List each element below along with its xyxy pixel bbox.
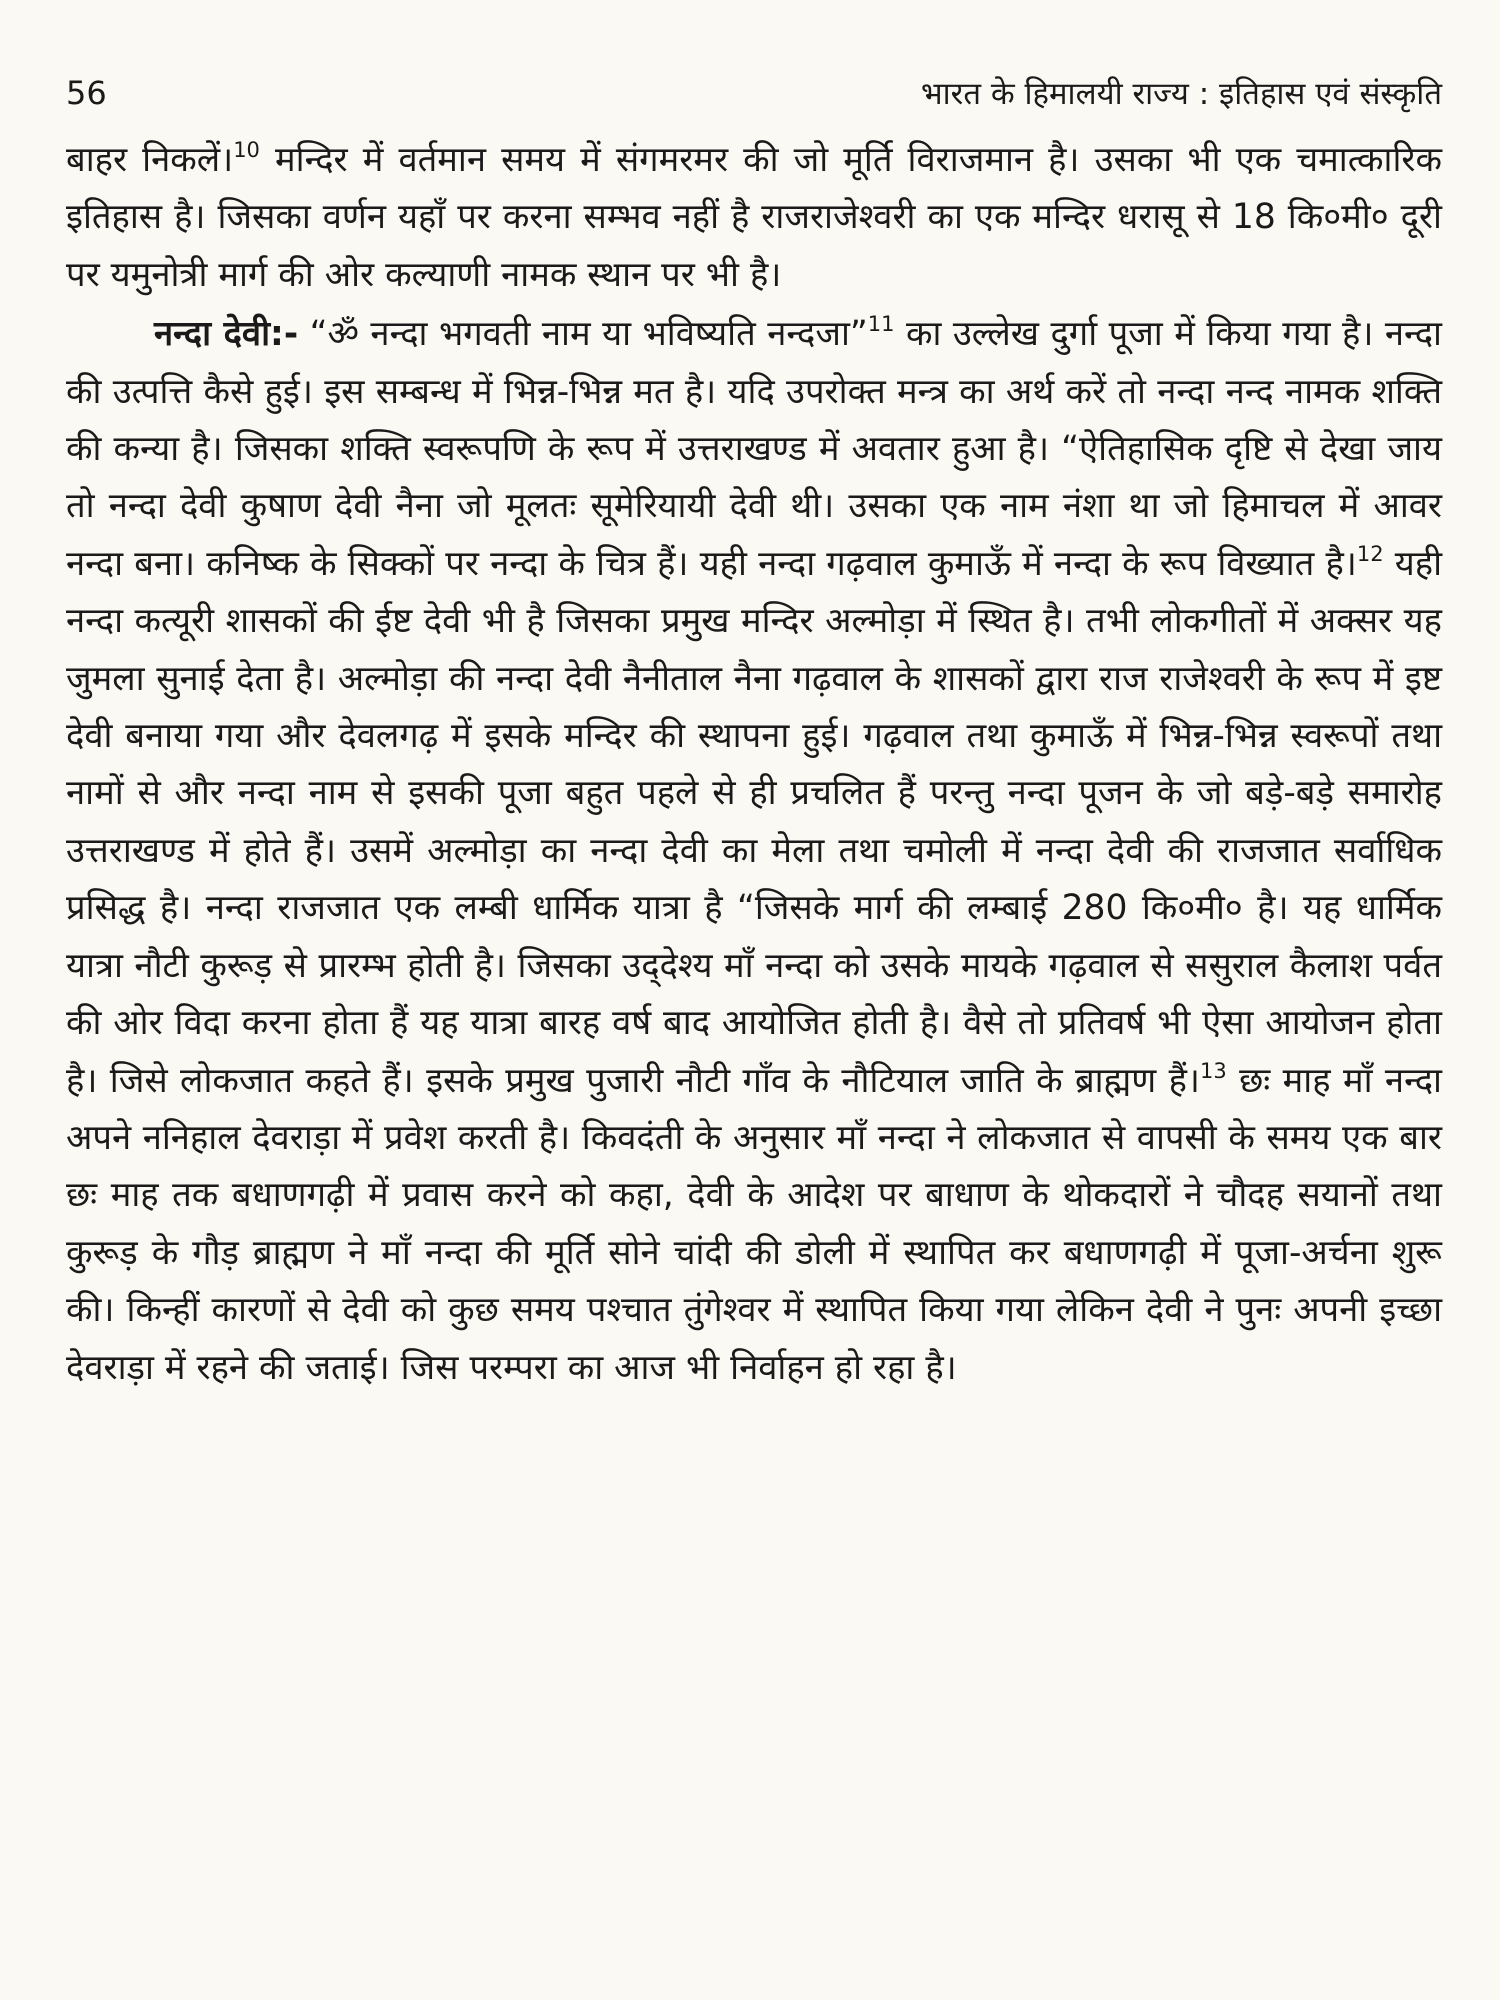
running-title: भारत के हिमालयी राज्य : इतिहास एवं संस्कृति xyxy=(920,76,1442,112)
paragraph-2-text-d: छः माह माँ नन्दा अपने ननिहाल देवराड़ा में प्रवेश करती है। किवदंती के अनुसार माँ नन्दा ने लोकजात से वापसी के समय एक बार छः माह तक बधाणगढ़ी में प्रवास करने को कहा, देवी के आदेश पर बाधाण के थोकदारों ने चौदह सयानों तथा कुरूड़ के गौड़ ब्राह्मण ने माँ नन्दा की मूर्ति सोने चांदी की डोली में स्थापित कर बधाणगढ़ी में पूजा-अर्चना शुरू की। किन्हीं कारणों से देवी को कुछ समय पश्चात तुंगेश्वर में स्थापित किया गया लेकिन देवी ने पुनः अपनी इच्छा देवराड़ा में रहने की जताई। जिस परम्परा का आज भी निर्वाहन हो रहा है। xyxy=(66,1060,1442,1388)
paragraph-1 xyxy=(66,132,1442,304)
page-number: 56 xyxy=(66,74,107,112)
paragraph-1-text-b: मन्दिर में वर्तमान समय में संगमरमर की जो मूर्ति विराजमान है। उसका भी एक चमात्कारिक इतिहास है। जिसका वर्णन यहाँ पर करना सम्भव नहीं है राजराजेश्वरी का एक मन्दिर धरासू से 18 कि०मी० दूरी पर यमुनोत्री मार्ग की ओर कल्याणी नामक स्थान पर भी है। xyxy=(66,140,1442,295)
footnote-ref-10: 10 xyxy=(233,138,260,162)
section-lead-nanda-devi: नन्दा देवी:- xyxy=(154,314,299,355)
footnote-ref-13: 13 xyxy=(1199,1058,1227,1083)
paragraph-1-text-a: बाहर निकलें। xyxy=(66,140,234,180)
paragraph-2-text-a: “ॐ नन्दा भगवती नाम या भविष्यति नन्दजा” xyxy=(298,314,868,355)
paragraph-2 xyxy=(66,306,1442,1397)
footnote-ref-12: 12 xyxy=(1356,541,1384,566)
footnote-ref-11: 11 xyxy=(867,312,895,337)
paragraph-2-text-b: का उल्लेख दुर्गा पूजा में किया गया है। नन्दा की उत्पत्ति कैसे हुई। इस सम्बन्ध में भिन्न-भिन्न मत है। यदि उपरोक्त मन्त्र का अर्थ करें तो नन्दा नन्द नामक शक्ति की कन्या है। जिसका शक्ति स्वरूपणि के रूप में उत्तराखण्ड में अवतार हुआ है। “ऐतिहासिक दृष्टि से देखा जाय तो नन्दा देवी कुषाण देवी नैना जो मूलतः सूमेरियायी देवी थी। उसका एक नाम नंशा था जो हिमाचल में आवर नन्दा बना। कनिष्क के सिक्कों पर नन्दा के चित्र हैं। यही नन्दा गढ़वाल कुमाऊँ में नन्दा के रूप विख्यात है। xyxy=(66,314,1442,584)
page-header xyxy=(66,72,1442,132)
paragraph-2-text-c: यही नन्दा कत्यूरी शासकों की ईष्ट देवी भी है जिसका प्रमुख मन्दिर अल्मोड़ा में स्थित है। तभी लोकगीतों में अक्सर यह जुमला सुनाई देता है। अल्मोड़ा की नन्दा देवी नैनीताल नैना गढ़वाल के शासकों द्वारा राज राजेश्वरी के रूप में इष्ट देवी बनाया गया और देवलगढ़ में इसके मन्दिर की स्थापना हुई। गढ़वाल तथा कुमाऊँ में भिन्न-भिन्न स्वरूपों तथा नामों से और नन्दा नाम से इसकी पूजा बहुत पहले से ही प्रचलित हैं परन्तु नन्दा पूजन के जो बड़े-बड़े समारोह उत्तराखण्ड में होते हैं। उसमें अल्मोड़ा का नन्दा देवी का मेला तथा चमोली में नन्दा देवी की राजजात सर्वाधिक प्रसिद्ध है। नन्दा राजजात एक लम्बी धार्मिक यात्रा है “जिसके मार्ग की लम्बाई 280 कि०मी० है। यह धार्मिक यात्रा नौटी कुरूड़ से प्रारम्भ होती है। जिसका उद्‌देश्य माँ नन्दा को उसके मायके गढ़वाल से ससुराल कैलाश पर्वत की ओर विदा करना होता हैं यह यात्रा बारह वर्ष बाद आयोजित होती है। वैसे तो प्रतिवर्ष भी ऐसा आयोजन होता है। जिसे लोकजात कहते हैं। इसके प्रमुख पुजारी नौटी गाँव के नौटियाल जाति के ब्राह्मण हैं। xyxy=(66,543,1443,1101)
